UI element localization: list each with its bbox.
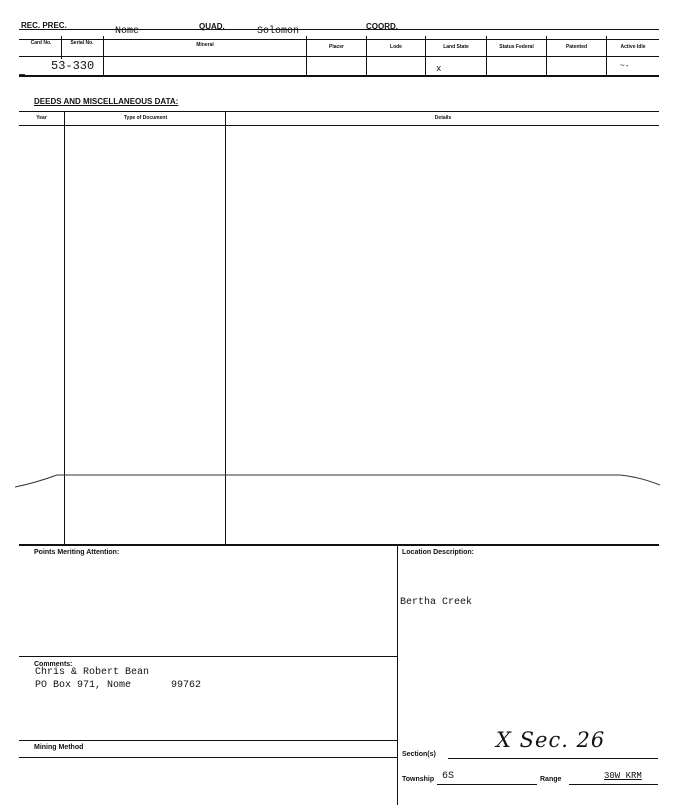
deeds-col-details: Details	[434, 114, 452, 121]
quad-label: QUAD.	[199, 22, 225, 31]
row-left-tick	[19, 74, 25, 75]
township-line	[437, 784, 537, 785]
location-value: Bertha Creek	[400, 597, 473, 608]
record-serial: 53-330	[51, 59, 95, 73]
deeds-bottom-line	[19, 544, 659, 546]
col-mineral: Mineral	[196, 41, 214, 48]
mining-label: Mining Method	[34, 744, 84, 751]
mining-top-line	[19, 740, 397, 741]
deeds-col-type: Type of Document	[123, 114, 168, 121]
coord-label: COORD.	[366, 22, 398, 31]
col-land-state: Land State	[443, 43, 469, 50]
comments-line-1: Chris & Robert Bean	[35, 667, 150, 678]
col-serial-no: Serial No.	[70, 39, 94, 46]
range-value: 30W KRM	[604, 771, 642, 781]
deeds-title: DEEDS AND MISCELLANEOUS DATA:	[34, 97, 179, 106]
rec-prec-label: REC. PREC.	[21, 21, 67, 30]
township-label: Township	[402, 776, 435, 783]
col-card-no: Card No.	[30, 39, 52, 46]
comments-address: PO Box 971, Nome	[35, 680, 132, 691]
record-row-bottom	[19, 75, 659, 77]
record-active-idle-mark: ~-	[620, 62, 630, 71]
record-row-divider	[19, 56, 659, 57]
location-label: Location Description:	[402, 549, 474, 556]
deeds-col-year: Year	[36, 114, 47, 121]
col-status-federal: Status Federal	[499, 43, 534, 50]
mining-bottom-line	[19, 757, 397, 758]
fold-line	[15, 465, 660, 495]
col-active-idle: Active Idle	[620, 43, 646, 50]
section-value: X Sec. 26	[496, 728, 606, 752]
comments-label: Comments:	[34, 661, 73, 668]
col-placer: Placer	[328, 43, 344, 50]
comments-zip: 99762	[171, 680, 202, 691]
deeds-header-line	[19, 125, 659, 126]
points-label: Points Meriting Attention:	[34, 549, 120, 556]
range-line	[569, 784, 658, 785]
col-lode: Lode	[390, 43, 402, 50]
record-land-state-mark: x	[436, 64, 442, 74]
section-label: Section(s)	[402, 751, 436, 758]
deeds-top-line	[19, 111, 659, 112]
range-label: Range	[540, 776, 562, 783]
col-patented: Patented	[565, 43, 588, 50]
lower-divider	[397, 545, 398, 805]
comments-top-line	[19, 656, 397, 657]
township-value: 6S	[442, 771, 455, 782]
quad-value: Solomon	[257, 26, 300, 37]
rec-prec-value: Nome	[115, 26, 140, 37]
section-line	[448, 758, 658, 759]
